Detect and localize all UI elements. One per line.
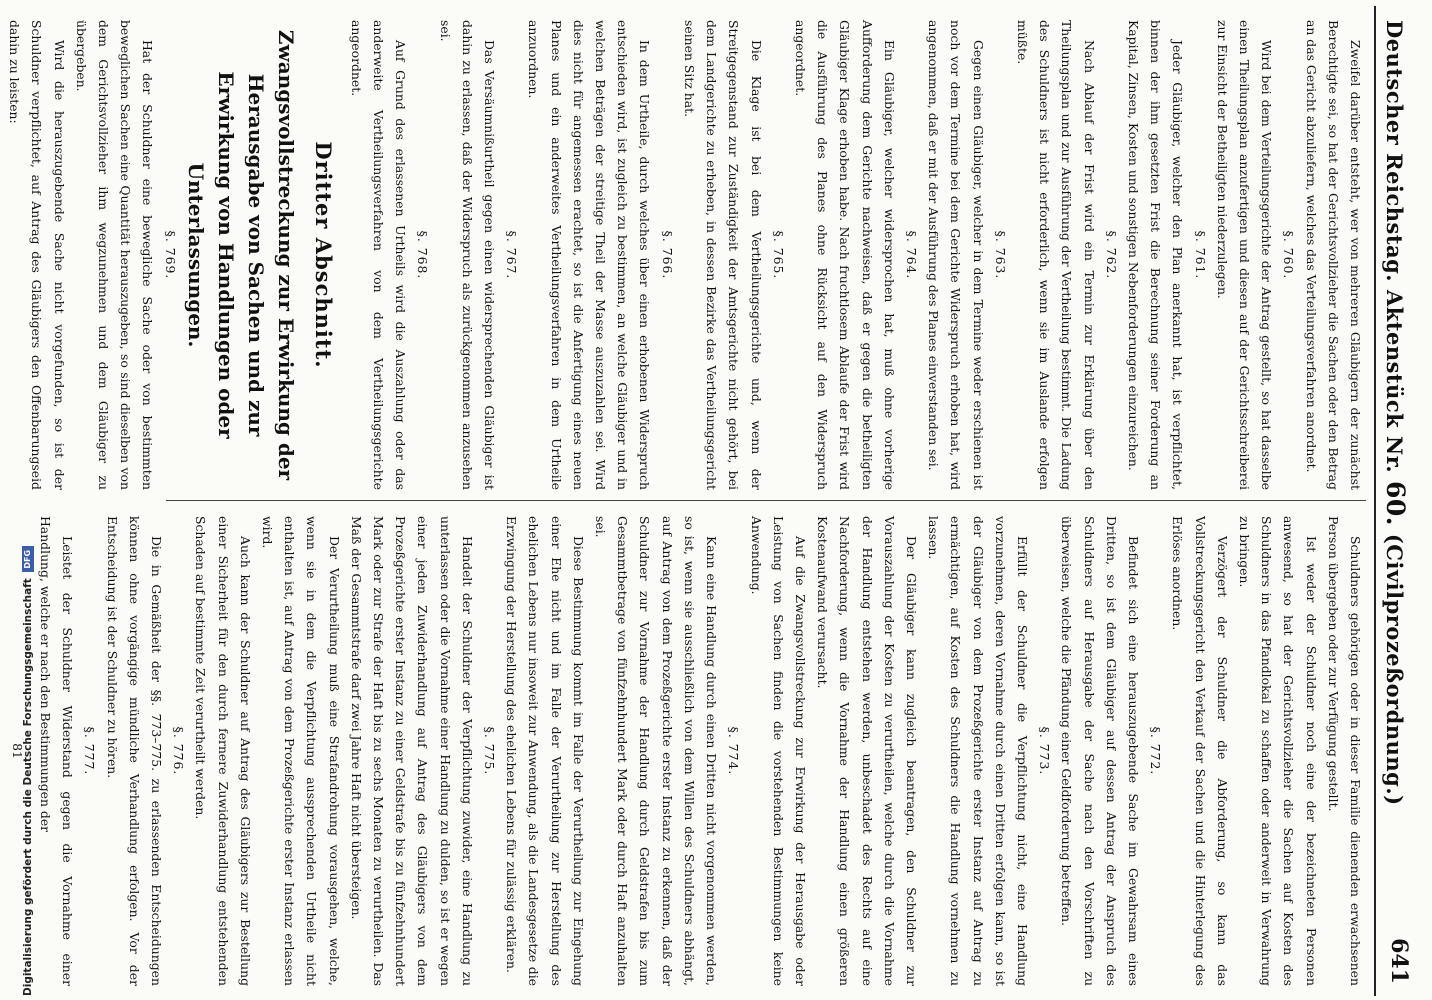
section-number: §. 761. (1192, 230, 1208, 280)
section-number: §. 763. (992, 230, 1008, 280)
paragraph: Verzögert der Schuldner die Abforderung, so kann das Vollstreckungsgericht den Verkauf der Sachen und die Hinterlegung des Erlöses anordnen. (1170, 516, 1230, 986)
paragraph: Auch kann der Schuldner auf Antrag des Gläubigers zur Bestellung einer Sicherheit für den durch fernere Zuwiderhandlung entstehenden Schaden auf bestimmte Zeit verurtheilt werden. (193, 516, 253, 986)
section-number: §. 768. (415, 230, 431, 280)
dfg-logo: DFG (22, 546, 34, 572)
paragraph: Erfüllt der Schuldner die Verpflichtung nicht, eine Handlung vorzunehmen, deren Vornahme durch einen Dritten erfolgen kann, so ist der Gläubiger von dem Prozeßgerichte erster Instanz auf Antrag zu ermächtigen, auf Kosten des Schuldners die Handlung vornehmen zu lassen. (926, 516, 1030, 986)
paragraph: Handelt der Schuldner der Verpflichtung zuwider, eine Handlung zu unterlassen oder die Vornahme einer Handlung zu dulden, so ist er wegen einer jeden Zuwiderhandlung auf Antrag des Gläubigers von dem Prozeßgerichte erster Instanz zu einer Geldstrafe bis zu fünfzehnhundert Mark oder zur Strafe der Haft bis zu sechs Monaten zu verurtheilen. Das Maß der Gesammtstrafe darf zwei Jahre Haft nicht übersteigen. (348, 516, 475, 986)
paragraph: Ein Gläubiger, welcher widersprochen hat, muß ohne vorherige Aufforderung dem Gerichte nachweisen, daß er gegen die betheiligten Gläubiger Klage erhoben habe. Nach fruchtlosem Ablaufe der Frist wird die Ausführung des Planes ohne Rücksicht auf den Widerspruch angeordnet. (792, 20, 897, 490)
section-number: §. 760. (1281, 230, 1297, 280)
paragraph: Nach Ablauf der Frist wird ein Termin zur Erklärung über den Theilungsplan und zur Ausführung der Vertheilung bestimmt. Die Ladung des Schuldners ist nicht erforderlich, wenn sie im Auslande erfolgen müßte. (1014, 20, 1097, 490)
paragraph: Auf die Zwangsvollstreckung zur Erwirkung der Herausgabe oder Leistung von Sachen finden die vorstehenden Bestimmungen keine Anwendung. (748, 516, 808, 986)
section-number: §. 762. (1103, 230, 1119, 280)
section-number: §. 777. (82, 726, 98, 776)
section-number: §. 772. (1148, 726, 1164, 776)
chapter-heading: Dritter Abschnitt. (310, 141, 336, 369)
paragraph: Wird bei dem Verteilungsgerichte der Antrag gestellt, so hat dasselbe einen Theilungsplan anzufertigen und diesen auf der Gerichtsschreiberei zur Einsicht der Betheiligten niederzulegen. (1214, 20, 1275, 490)
paragraph: Der Verurtheilung muß eine Strafandrohung vorausgehen, welche, wenn sie in dem die Verpflichtung aussprechenden Urtheile nicht enthalten ist, auf Antrag von dem Prozeßgerichte erster Instanz erlassen wird. (260, 516, 342, 986)
left-column (7, 20, 1366, 490)
paragraph: Gegen einen Gläubiger, welcher in dem Termine weder erschienen ist noch vor dem Termine bei dem Gerichte Widerspruch erhoben hat, wird angenommen, daß er mit der Ausführung des Planes einverstanden sei. (926, 20, 986, 490)
paragraph: Jeder Gläubiger, welcher den Plan anerkannt hat, ist verpflichtet, binnen der ihm gesetzten Frist die Berechnung seiner Forderung an Kapital, Zinsen, Kosten und sonstigen Nebenforderungen einzureichen. (1125, 20, 1186, 490)
paragraph: In dem Urtheile, durch welches über einen erhobenen Widerspruch entschieden wird, ist zugleich zu bestimmen, an welche Gläubiger und in welchen Beträgen der streitige Theil der Masse auszuzahlen sei. Wird dies nicht für angemessen erachtet, so ist die Anfertigung eines neuen Planes und ein anderweites Vertheilungsverfahren in dem Urtheile anzuordnen. (526, 20, 653, 490)
paragraph: Hat der Schuldner eine bewegliche Sache oder von bestimmten beweglichen Sachen eine Quantität herauszugeben, so sind dieselben von dem Gerichtsvollzieher ihm wegzunehmen und dem Gläubiger zu übergeben. (73, 20, 156, 490)
paragraph: Wird die herauszugebende Sache nicht vorgefunden, so ist der Schuldner verpflichtet, auf Antrag des Gläubigers den Offenbarungseid dahin zu leisten: (7, 20, 67, 490)
paragraph (0, 20, 3, 490)
paragraph: Auf Grund des erlassenen Urtheils wird die Auszahlung oder das anderweite Vertheilungsverfahren von dem Vertheilungsgerichte angeordnet. (348, 20, 409, 490)
chapter-subheading: Zwangsvollstreckung zur Erwirkung der Herausgabe von Sachen und zur Erwirkung von Handlungen oder Unterlassungen. (183, 29, 298, 481)
paragraph: Schuldners gehörigen oder in dieser Familie dienenden erwachsenen Person übergeben oder zur Verfügung gestellt. (1325, 516, 1363, 986)
paragraph: Zweifel darüber entsteht, wer von mehreren Gläubigern der zunächst Berechtigte sei, so hat der Gerichtsvollzieher die Sachen oder den Betrag an das Gericht abzuliefern, welches das Verteilungsverfahren anordnet. (1303, 20, 1363, 490)
paragraph: Die Klage ist bei dem Vertheilungsgerichte und, wenn der Streitgegenstand zur Zuständigkeit der Amtsgerichte nicht gehört, bei dem Landgerichte zu erheben, in dessen Bezirke das Vertheilungsgericht seinen Sitz hat. (681, 20, 764, 490)
paragraph: Der Gläubiger kann zugleich beantragen, den Schuldner zur Vorauszahlung der Kosten zu verurtheilen, welche durch die Vornahme der Handlung entstehen werden, unbeschadet des Rechts auf eine Nachforderung, wenn die Vornahme der Handlung einen größeren Kostenaufwand verursacht. (815, 516, 919, 986)
paragraph: Kann eine Handlung durch einen Dritten nicht vorgenommen werden, so ist, wenn sie ausschließlich von dem Willen des Schuldners abhängt, auf Antrag von dem Prozeßgerichte erster Instanz zu erkennen, daß der Schuldner zur Vornahme der Handlung durch Geldstrafen bis zum Gesammtbetrage von fünfzehnhundert Mark oder durch Haft anzuhalten sei. (593, 516, 720, 986)
section-number: §. 764. (903, 230, 919, 280)
header-title (1381, 20, 1410, 806)
digitization-credit (22, 546, 34, 996)
paragraph: Leistet der Schuldner Widerstand gegen die Vornahme einer Handlung, welche er nach den Bestimmungen der (38, 516, 76, 986)
section-number: §. 774. (726, 726, 742, 776)
credit-text: Digitalisierung gefördert durch die Deutsche Forschungsgemeinschaft (22, 578, 34, 996)
paragraph: Diese Bestimmung kommt im Falle der Verurtheilung zur Eingehung einer Ehe nicht und im Falle der Verurtheilung zur Herstellung des ehelichen Lebens nur insoweit zur Anwendung, als die Landesgesetze die Erzwingung der Herstellung des ehelichen Lebens für zulässig erklären. (504, 516, 586, 986)
section-number: §. 769. (162, 230, 178, 280)
section-number: §. 776. (171, 726, 187, 776)
section-number: §. 766. (659, 230, 675, 280)
section-number: §. 767. (504, 230, 520, 280)
bottom-page-number: 81 (9, 743, 25, 759)
column-divider (166, 500, 1366, 501)
paragraph: Die in Gemäßheit der §§. 773–775. zu erlassenden Entscheidungen können ohne vorgängige mündliche Verhandlung erfolgen. Vor der Entscheidung ist der Schuldner zu hören. (104, 516, 165, 986)
paragraph: Das Versäumnißurtheil gegen einen widersprechenden Gläubiger ist dahin zu erlassen, daß der Widerspruch als zurückgenommen anzusehen sei. (437, 20, 498, 490)
paragraph: Ist weder der Schuldner noch eine der bezeichneten Personen anwesend, so hat der Gerichtsvollzieher die Sachen auf Kosten des Schuldners in das Pfandlokal zu schaffen oder anderweit in Verwahrung zu bringen. (1236, 516, 1319, 986)
paragraph: Befindet sich eine herauszugebende Sache im Gewahrsam eines Dritten, so ist dem Gläubiger auf dessen Antrag der Anspruch des Schuldners auf Herausgabe der Sache nach den Vorschriften zu überweisen, welche die Pfändung einer Geldforderung betreffen. (1059, 516, 1141, 986)
rotated-document (7, 6, 1416, 996)
header-title-text: Deutscher Reichstag. Aktenstück Nr. (1382, 20, 1407, 474)
page-header (1374, 6, 1416, 996)
section-number: §. 775. (482, 726, 498, 776)
document-number: 60. (1381, 481, 1410, 527)
section-number: §. 773. (1037, 726, 1053, 776)
page-number: 641 (1386, 938, 1412, 984)
header-subtitle: (Civilprozeßordnung.) (1382, 533, 1407, 806)
section-number: §. 765. (770, 230, 786, 280)
